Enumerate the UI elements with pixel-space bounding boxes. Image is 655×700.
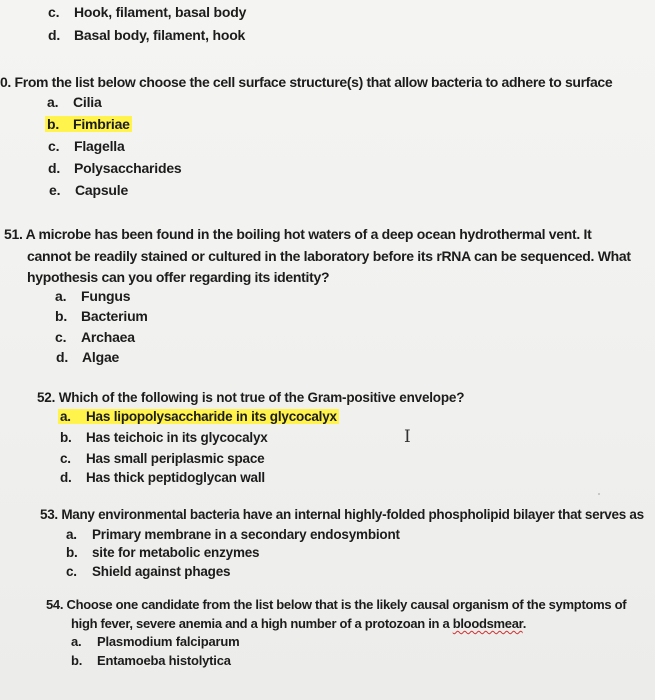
q50-prompt: 0. From the list below choose the cell surface structure(s) that allow bacteria to adhere to surface — [0, 74, 613, 90]
q53-option-b: b. site for metabolic enzymes — [66, 545, 260, 560]
q53-prompt: 53. Many environmental bacteria have an internal highly-folded phospholipid bilayer that serves as — [40, 507, 644, 522]
q50-option-e: e. Capsule — [49, 182, 129, 198]
q52-option-c: c. Has small periplasmic space — [60, 451, 265, 466]
misspelled-word: bloodsmear — [452, 616, 523, 631]
q50-option-a: a. Cilia — [47, 94, 102, 110]
q51-option-d: d. Algae — [56, 349, 120, 365]
q49-option-d: d. Basal body, filament, hook — [48, 27, 246, 43]
q51-prompt-line1: 51. A microbe has been found in the boiling hot waters of a deep ocean hydrothermal vent. It — [4, 226, 592, 242]
q51-option-c: c. Archaea — [55, 329, 135, 345]
q51-option-a: a. Fungus — [55, 288, 131, 304]
q50-option-c: c. Flagella — [48, 138, 125, 154]
q52-option-b: b. Has teichoic in its glycocalyx — [60, 430, 268, 445]
q51-option-b: b. Bacterium — [55, 308, 148, 324]
q54-prompt-line1: 54. Choose one candidate from the list below that is the likely causal organism of the symptoms of — [46, 597, 627, 612]
q54-option-a: a. Plasmodium falciparum — [71, 634, 240, 649]
q54-option-b: b. Entamoeba histolytica — [71, 653, 231, 668]
q52-prompt: 52. Which of the following is not true of the Gram-positive envelope? — [37, 390, 465, 405]
q52-option-a — [58, 409, 339, 424]
q51-prompt-line2: cannot be readily stained or cultured in the laboratory before its rRNA can be sequenced. What — [27, 248, 631, 264]
q50-option-b — [45, 116, 132, 132]
q54-prompt-line2: high fever, severe anemia and a high number of a protozoan in a bloodsmear. — [71, 616, 527, 631]
q53-option-c: c. Shield against phages — [66, 564, 231, 579]
screen-speck — [598, 493, 600, 495]
q50-option-d: d. Polysaccharides — [48, 160, 182, 176]
q51-prompt-line3: hypothesis can you offer regarding its identity? — [27, 269, 330, 285]
highlighted-answer: a. Has lipopolysaccharide in its glycocalyx — [60, 409, 337, 424]
text-cursor-icon: I — [404, 427, 411, 447]
q52-option-d: d. Has thick peptidoglycan wall — [60, 470, 265, 485]
q53-option-a: a. Primary membrane in a secondary endosymbiont — [66, 527, 400, 542]
highlighted-answer: b. Fimbriae — [47, 116, 130, 132]
q49-option-c: c. Hook, filament, basal body — [48, 4, 247, 20]
